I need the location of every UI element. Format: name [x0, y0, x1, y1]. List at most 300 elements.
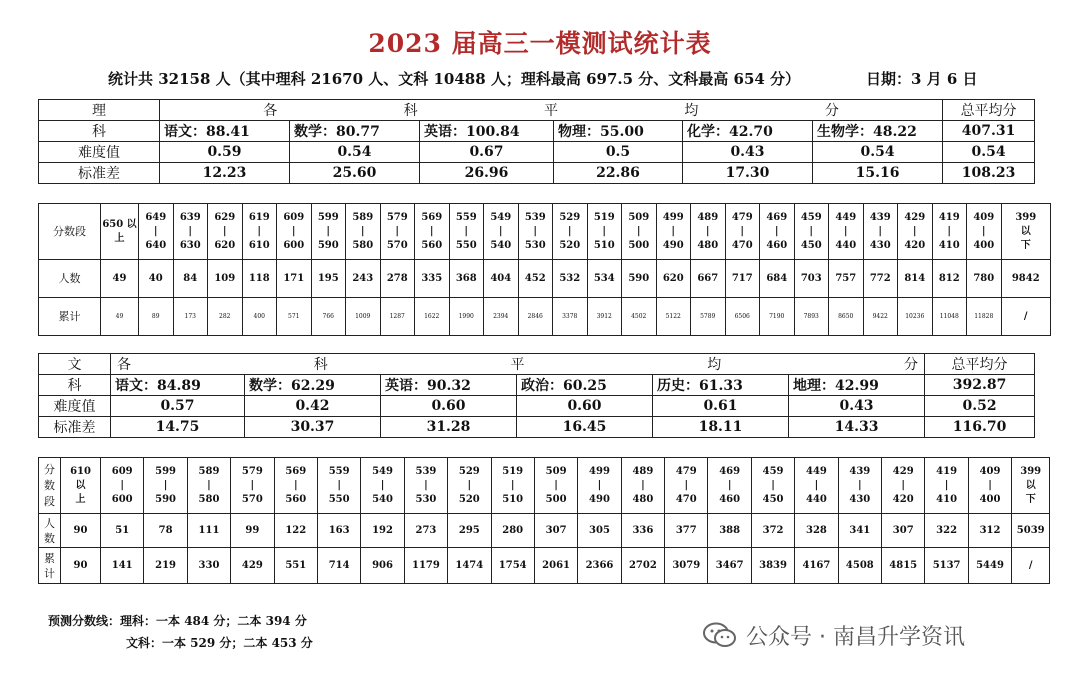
range-high: 489 [697, 211, 719, 223]
range-low: 470 [731, 239, 753, 251]
range-separator: | [293, 479, 298, 491]
score-range [449, 204, 484, 260]
science-summary-table [38, 99, 1035, 184]
cumulative-cell: 1009 [346, 298, 381, 336]
arts-summary-table [38, 353, 1035, 438]
score-range [404, 458, 447, 514]
total-avg-header: 总平均分 [943, 100, 1035, 121]
range-separator: | [988, 479, 992, 491]
cumulative-cell: 1287 [380, 298, 415, 336]
score-range [622, 204, 657, 260]
range-separator: | [380, 479, 385, 491]
header-char: 均 [707, 357, 722, 373]
difficulty-value: 0.54 [290, 142, 420, 163]
score-range [518, 204, 553, 260]
subject-avg-physics: 物理：55.00 [554, 121, 683, 142]
total-avg: 392.87 [925, 375, 1035, 396]
range-part: 下 [1020, 239, 1031, 251]
science-avg-header [160, 100, 943, 121]
score-range [656, 204, 691, 260]
difficulty-value: 0.59 [160, 142, 290, 163]
count-cell: 532 [553, 260, 588, 298]
forecast-arts: 文科：一本 529 分；二本 453 分 [126, 636, 313, 650]
range-low: 510 [502, 493, 524, 505]
range-separator: | [641, 479, 645, 491]
count-cell: 305 [578, 514, 621, 548]
difficulty-value: 0.61 [653, 396, 789, 417]
cumulative-cell: / [1012, 548, 1050, 584]
count-cell: 328 [795, 514, 838, 548]
cumulative-cell: 5122 [656, 298, 691, 336]
subject-avg-english: 英语：100.84 [420, 121, 554, 142]
range-separator: | [533, 225, 538, 237]
range-separator: | [843, 225, 848, 237]
range-separator: | [740, 225, 745, 237]
range-low: 450 [800, 239, 822, 251]
range-low: 580 [352, 239, 374, 251]
report-date: 日期：3 月 6 日 [866, 70, 978, 88]
count-cell: 243 [346, 260, 381, 298]
count-cell: 90 [61, 514, 101, 548]
science-label-bottom: 科 [39, 121, 160, 142]
score-range [708, 458, 751, 514]
score-range [311, 204, 346, 260]
arts-label-top: 文 [39, 354, 111, 375]
range-separator: | [771, 479, 775, 491]
cumulative-cell: 5789 [691, 298, 726, 336]
range-low: 600 [283, 239, 305, 251]
cumulative-cell: 3378 [553, 298, 588, 336]
range-separator: | [395, 225, 400, 237]
range-separator: | [120, 479, 125, 491]
range-separator: | [163, 479, 168, 491]
cumulative-cell: 766 [311, 298, 346, 336]
score-range [553, 204, 588, 260]
wechat-icon [702, 622, 738, 648]
score-range [838, 458, 881, 514]
range-bottom [1001, 204, 1051, 260]
cumulative-cell: 1179 [404, 548, 447, 584]
range-high: 599 [155, 465, 177, 477]
count-cell: 452 [518, 260, 553, 298]
range-high: 619 [248, 211, 270, 223]
stddev-value: 17.30 [683, 163, 813, 184]
score-range [144, 458, 187, 514]
range-high: 519 [593, 211, 615, 223]
count-cell: 684 [760, 260, 795, 298]
range-separator: | [602, 225, 607, 237]
score-range [621, 458, 664, 514]
range-low: 540 [490, 239, 512, 251]
count-cell: 9842 [1001, 260, 1051, 298]
range-separator: | [257, 225, 262, 237]
cumulative-cell: 7190 [760, 298, 795, 336]
range-low: 600 [111, 493, 133, 505]
range-high: 409 [973, 211, 995, 223]
score-range [208, 204, 243, 260]
range-separator: | [188, 225, 193, 237]
science-label-top: 理 [39, 100, 160, 121]
segment-label: 分数段 [39, 204, 101, 260]
cumulative-cell: 8650 [829, 298, 864, 336]
cumulative-cell: 173 [173, 298, 208, 336]
cumulative-cell: 89 [139, 298, 174, 336]
score-range [187, 458, 230, 514]
cumulative-cell: 9422 [863, 298, 898, 336]
count-cell: 307 [534, 514, 577, 548]
range-low: 480 [697, 239, 719, 251]
range-low: 540 [372, 493, 393, 505]
cumulative-cell: 1754 [491, 548, 534, 584]
cumulative-cell: 11828 [967, 298, 1002, 336]
cumulative-cell: 2366 [578, 548, 621, 584]
stddev-value: 108.23 [943, 163, 1035, 184]
range-low: 430 [869, 239, 891, 251]
cumulative-cell: 4815 [882, 548, 925, 584]
cumulative-cell: 141 [101, 548, 144, 584]
range-low: 400 [979, 493, 1001, 505]
cumulative-cell: 5137 [925, 548, 968, 584]
count-cell: 122 [274, 514, 317, 548]
range-low: 490 [589, 493, 610, 505]
range-high: 499 [589, 465, 610, 477]
count-cell: 109 [208, 260, 243, 298]
stddev-value: 18.11 [653, 417, 789, 438]
score-range [346, 204, 381, 260]
count-cell: 51 [101, 514, 144, 548]
range-separator: | [684, 479, 689, 491]
stddev-value: 116.70 [925, 417, 1035, 438]
score-range [751, 458, 794, 514]
range-high: 649 [145, 211, 167, 223]
count-cell: 163 [317, 514, 360, 548]
difficulty-value: 0.60 [381, 396, 517, 417]
score-range [794, 204, 829, 260]
range-high: 519 [502, 465, 524, 477]
subject-avg-math: 数学：62.29 [245, 375, 381, 396]
range-high: 489 [632, 465, 654, 477]
range-part: 下 [1025, 493, 1036, 505]
score-range [898, 204, 933, 260]
subject-avg-chinese: 语文：84.89 [111, 375, 245, 396]
count-cell: 118 [242, 260, 277, 298]
cumulative-cell: 551 [274, 548, 317, 584]
range-high: 589 [352, 211, 374, 223]
score-range [578, 458, 621, 514]
range-low: 510 [593, 239, 615, 251]
stddev-label: 标准差 [39, 417, 111, 438]
range-separator: | [636, 225, 641, 237]
score-range [829, 204, 864, 260]
stddev-value: 31.28 [381, 417, 517, 438]
range-low: 450 [762, 493, 784, 505]
cumulative-cell: 3079 [665, 548, 708, 584]
range-high: 529 [458, 465, 480, 477]
cumulative-label-text: 累计 [44, 551, 55, 580]
range-high: 579 [241, 465, 263, 477]
count-cell: 84 [173, 260, 208, 298]
forecast-science [48, 612, 307, 629]
range-high: 469 [766, 211, 788, 223]
range-top [61, 458, 101, 514]
range-high: 479 [675, 465, 697, 477]
range-separator: | [597, 479, 602, 491]
range-separator: | [878, 225, 883, 237]
range-low: 490 [662, 239, 684, 251]
range-separator: | [291, 225, 296, 237]
range-separator: | [727, 479, 732, 491]
count-cell: 772 [863, 260, 898, 298]
count-cell: 171 [277, 260, 312, 298]
range-separator: | [981, 225, 986, 237]
stddev-label: 标准差 [39, 163, 160, 184]
score-range [491, 458, 534, 514]
range-low: 420 [892, 493, 914, 505]
range-separator: | [901, 479, 906, 491]
cumulative-cell: 3467 [708, 548, 751, 584]
range-low: 610 [248, 239, 270, 251]
range-part: 399 [1015, 211, 1037, 223]
range-low: 570 [241, 493, 263, 505]
range-separator: | [467, 479, 472, 491]
range-high: 479 [731, 211, 753, 223]
forecast-label: 预测分数线： [48, 614, 121, 628]
count-cell: 195 [311, 260, 346, 298]
header-char: 分 [824, 103, 839, 119]
cumulative-cell: 1474 [448, 548, 491, 584]
header-char: 分 [904, 357, 918, 373]
count-cell: 372 [751, 514, 794, 548]
range-high: 569 [421, 211, 443, 223]
count-cell: 814 [898, 260, 933, 298]
range-low: 500 [545, 493, 567, 505]
cumulative-cell: 571 [277, 298, 312, 336]
score-range [173, 204, 208, 260]
count-cell: 111 [187, 514, 230, 548]
score-range [242, 204, 277, 260]
count-cell: 78 [144, 514, 187, 548]
subject-avg-biology: 生物学：48.22 [813, 121, 943, 142]
range-separator: | [809, 225, 814, 237]
stddev-value: 14.33 [789, 417, 925, 438]
forecast-science-text: 理科：一本 484 分；二本 394 分 [120, 614, 307, 628]
arts-label-bottom: 科 [39, 375, 111, 396]
subject-avg-history: 历史：61.33 [653, 375, 789, 396]
count-cell: 703 [794, 260, 829, 298]
cumulative-cell: 3912 [587, 298, 622, 336]
range-high: 499 [662, 211, 684, 223]
cumulative-cell: 429 [231, 548, 274, 584]
range-separator: | [250, 479, 255, 491]
count-cell: 667 [691, 260, 726, 298]
range-high: 569 [285, 465, 307, 477]
score-range [231, 458, 274, 514]
header-char: 科 [403, 103, 418, 119]
cumulative-cell: 4502 [622, 298, 657, 336]
range-separator: | [912, 225, 917, 237]
range-separator: | [554, 479, 558, 491]
range-high: 549 [490, 211, 512, 223]
cumulative-cell: 5449 [968, 548, 1011, 584]
stddev-value: 16.45 [517, 417, 653, 438]
range-low: 400 [973, 239, 995, 251]
range-part: 以 [1020, 225, 1031, 237]
count-cell: 534 [587, 260, 622, 298]
score-range [448, 458, 491, 514]
range-separator: | [153, 225, 158, 237]
score-range [317, 458, 360, 514]
range-high: 409 [979, 465, 1001, 477]
stddev-value: 30.37 [245, 417, 381, 438]
score-range [932, 204, 967, 260]
stddev-value: 12.23 [160, 163, 290, 184]
range-low: 500 [628, 239, 650, 251]
range-low: 590 [155, 493, 177, 505]
cumulative-cell: 6506 [725, 298, 760, 336]
stddev-value: 25.60 [290, 163, 420, 184]
subject-avg-geography: 地理：42.99 [789, 375, 925, 396]
difficulty-value: 0.54 [943, 142, 1035, 163]
difficulty-value: 0.43 [789, 396, 925, 417]
count-cell: 312 [968, 514, 1011, 548]
range-low: 530 [524, 239, 546, 251]
count-label [39, 514, 61, 548]
count-cell: 192 [361, 514, 404, 548]
range-high: 419 [938, 211, 960, 223]
score-range [968, 458, 1011, 514]
score-range [665, 458, 708, 514]
count-cell: 278 [380, 260, 415, 298]
range-low: 410 [938, 239, 960, 251]
range-separator: | [774, 225, 779, 237]
range-high: 599 [317, 211, 339, 223]
score-range [925, 458, 968, 514]
range-high: 609 [111, 465, 133, 477]
cumulative-cell: 714 [317, 548, 360, 584]
cumulative-cell: 2846 [518, 298, 553, 336]
range-separator: | [510, 479, 515, 491]
cumulative-cell: 11048 [932, 298, 967, 336]
score-range [484, 204, 519, 260]
count-cell: 99 [231, 514, 274, 548]
range-high: 589 [198, 465, 220, 477]
stddev-value: 26.96 [420, 163, 554, 184]
watermark [702, 620, 965, 650]
range-separator: | [671, 225, 676, 237]
range-high: 579 [386, 211, 408, 223]
score-range [691, 204, 726, 260]
stddev-value: 14.75 [111, 417, 245, 438]
score-range [101, 458, 144, 514]
count-cell: 620 [656, 260, 691, 298]
count-cell: 377 [665, 514, 708, 548]
difficulty-value: 0.52 [925, 396, 1035, 417]
range-top: 650 以上 [101, 204, 139, 260]
cumulative-cell: 3839 [751, 548, 794, 584]
count-cell: 336 [621, 514, 664, 548]
cumulative-cell: / [1001, 298, 1051, 336]
score-range [534, 458, 577, 514]
count-cell: 273 [404, 514, 447, 548]
count-cell: 5039 [1012, 514, 1050, 548]
cumulative-cell: 1990 [449, 298, 484, 336]
cumulative-cell: 282 [208, 298, 243, 336]
score-range [361, 458, 404, 514]
arts-avg-header [111, 354, 925, 375]
difficulty-value: 0.57 [111, 396, 245, 417]
score-range [415, 204, 450, 260]
range-separator: | [858, 479, 862, 491]
score-range [863, 204, 898, 260]
count-cell: 280 [491, 514, 534, 548]
score-range [380, 204, 415, 260]
range-separator: | [814, 479, 819, 491]
range-part: 399 [1020, 465, 1042, 477]
range-separator: | [222, 225, 227, 237]
range-low: 460 [719, 493, 741, 505]
cumulative-cell: 400 [242, 298, 277, 336]
range-high: 539 [415, 465, 437, 477]
cumulative-cell: 2394 [484, 298, 519, 336]
header-char: 平 [544, 103, 559, 119]
total-avg: 407.31 [943, 121, 1035, 142]
range-low: 440 [835, 239, 857, 251]
range-high: 529 [559, 211, 581, 223]
range-separator: | [326, 225, 331, 237]
range-high: 429 [904, 211, 926, 223]
range-high: 439 [869, 211, 891, 223]
count-label: 人数 [39, 260, 101, 298]
range-high: 469 [719, 465, 741, 477]
range-low: 上 [75, 493, 86, 505]
cumulative-cell: 219 [144, 548, 187, 584]
range-bottom [1012, 458, 1050, 514]
range-low: 430 [849, 493, 871, 505]
difficulty-value: 0.43 [683, 142, 813, 163]
range-high: 629 [214, 211, 236, 223]
range-separator: | [337, 479, 341, 491]
range-separator: | [207, 479, 211, 491]
count-cell: 717 [725, 260, 760, 298]
cumulative-cell: 330 [187, 548, 230, 584]
count-cell: 368 [449, 260, 484, 298]
science-distribution-table [38, 203, 1051, 336]
stats-summary: 统计共 32158 人（其中理科 21670 人、文科 10488 人；理科最高 697.5 分、文科最高 654 分） [108, 70, 801, 88]
range-high: 449 [835, 211, 857, 223]
range-separator: | [464, 225, 469, 237]
count-cell: 757 [829, 260, 864, 298]
subject-avg-chinese: 语文：88.41 [160, 121, 290, 142]
range-low: 520 [458, 493, 480, 505]
header-char: 各 [263, 103, 278, 119]
header-char: 均 [684, 103, 699, 119]
cumulative-cell: 4167 [795, 548, 838, 584]
arts-distribution-table [38, 457, 1050, 584]
count-cell: 341 [838, 514, 881, 548]
cumulative-cell: 49 [101, 298, 139, 336]
range-high: 639 [179, 211, 201, 223]
range-high: 439 [849, 465, 871, 477]
watermark-text: 公众号 · 南昌升学资讯 [746, 624, 965, 650]
difficulty-value: 0.60 [517, 396, 653, 417]
range-separator: | [424, 479, 428, 491]
count-cell: 322 [925, 514, 968, 548]
page-title: 2023 届高三一模测试统计表 [368, 29, 712, 58]
cumulative-cell: 1622 [415, 298, 450, 336]
range-high: 509 [628, 211, 650, 223]
range-separator: | [360, 225, 365, 237]
range-low: 480 [632, 493, 654, 505]
